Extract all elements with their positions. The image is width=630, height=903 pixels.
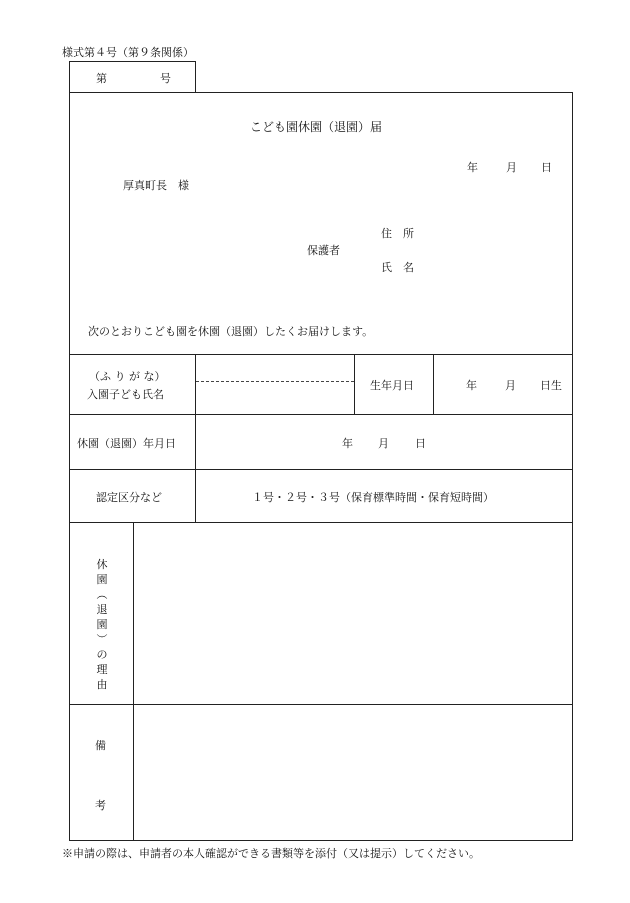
cert-label: 認定区分など: [96, 491, 162, 504]
child-name-label: 入園子ども氏名: [87, 388, 164, 401]
child-name-input[interactable]: [196, 383, 354, 413]
leave-month: 月: [378, 437, 389, 450]
reason-char: 園: [96, 573, 108, 586]
reason-char: 由: [96, 678, 108, 691]
furigana-label: （ふ り が な）: [89, 370, 166, 383]
leave-date-label: 休園（退園）年月日: [77, 437, 176, 450]
reason-char: 理: [96, 663, 108, 676]
reason-char: ︵: [96, 588, 108, 601]
reason-char: ︶: [96, 633, 108, 646]
form-label: 様式第４号（第９条関係）: [62, 46, 194, 59]
number-go-label: 号: [160, 72, 171, 85]
guardian-label: 保護者: [307, 244, 340, 257]
date-month: 月: [506, 161, 517, 174]
reason-char: 休: [96, 558, 108, 571]
number-no-label: 第: [96, 72, 107, 85]
date-day: 日: [541, 161, 552, 174]
remarks-label-bottom: 考: [95, 799, 106, 812]
birth-label-left: [354, 354, 355, 414]
reason-label: [95, 557, 109, 692]
remarks-label-top: 備: [95, 739, 106, 752]
leave-day: 日: [415, 437, 426, 450]
birth-year: 年: [466, 379, 477, 392]
furigana-line: [196, 381, 354, 382]
birth-label: 生年月日: [370, 379, 414, 392]
statement: 次のとおりこども園を休園（退園）したくお届けします。: [88, 325, 374, 338]
remarks-input[interactable]: [134, 705, 572, 840]
birth-day: 日生: [540, 379, 562, 392]
reason-char: 園: [96, 618, 108, 631]
addressee: 厚真町長 様: [123, 179, 189, 192]
number-box: [69, 61, 196, 93]
name-label: 氏 名: [381, 261, 414, 274]
birth-month: 月: [505, 379, 516, 392]
divider-leave-top: [69, 414, 573, 415]
reason-input[interactable]: [134, 523, 572, 703]
footer-note: ※申請の際は、申請者の本人確認ができる書類等を添付（又は提示）してください。: [62, 847, 480, 860]
address-label: 住 所: [381, 227, 414, 240]
form-title: こども園休園（退園）届: [250, 120, 383, 134]
divider-cert-top: [69, 469, 573, 470]
leave-year: 年: [342, 437, 353, 450]
date-year: 年: [467, 161, 478, 174]
furigana-input[interactable]: [196, 356, 354, 380]
cert-value: １号・２号・３号（保育標準時間・保育短時間）: [252, 491, 494, 504]
reason-char: の: [96, 648, 108, 661]
divider-child-top: [69, 354, 573, 355]
reason-char: 退: [96, 603, 108, 616]
birth-label-right: [433, 354, 434, 414]
